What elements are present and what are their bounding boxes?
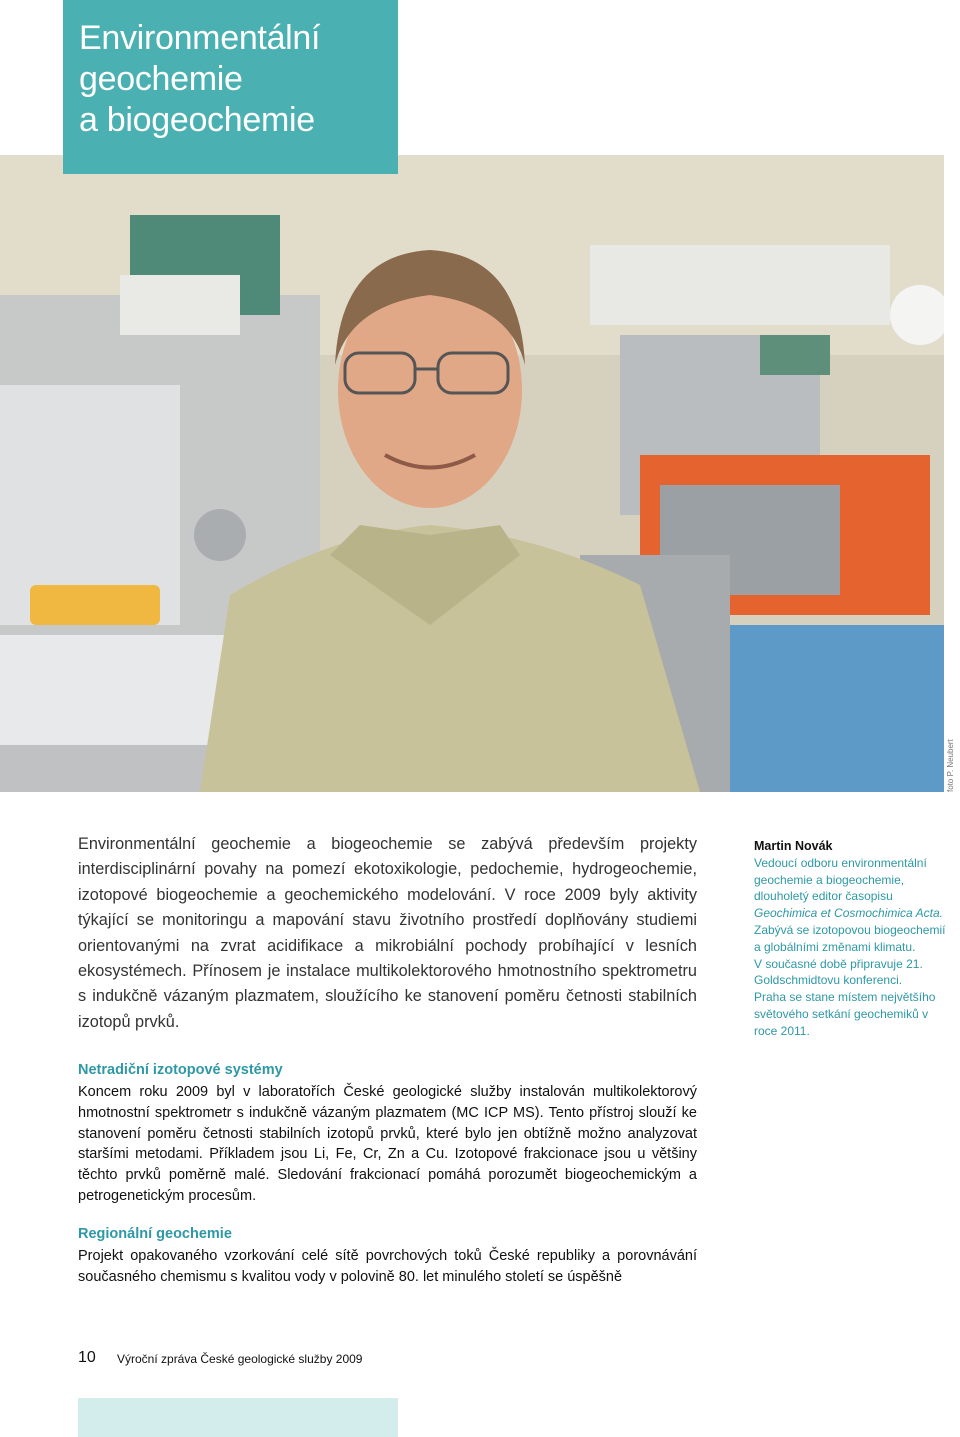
section-text-isotope: Koncem roku 2009 byl v laboratořích České geologické služby instalován multikolektorový hmotnostní spektrometr s indukčně vázaným plazmatem (MC ICP MS). Tento přístroj slouží ke stanovení poměru četnosti stabilních izotopů prvků, které bylo jen obtížně možno analyzovat staršími metodami. Příkladem jsou Li, Fe, Cr, Zn a Cu. Izotopové frakcionace jsou u většiny těchto prvků poměrně malé. Sledování frakcionací pomáhá porozumět biogeochemickým a petrogenetickým procesům. bbox=[78, 1084, 697, 1204]
publication-title: Výroční zpráva České geologické služby 2009 bbox=[117, 1352, 363, 1366]
title-line-3: a biogeochemie bbox=[79, 101, 315, 139]
title-box bbox=[63, 0, 398, 174]
photo-credit: foto P. Neubert bbox=[946, 739, 955, 792]
author-role: Vedoucí odboru environmentální geochemie a biogeochemie, dlouholetý editor časopisu bbox=[754, 855, 927, 904]
author-sidebar bbox=[754, 838, 954, 1040]
lab-photo-illustration bbox=[0, 155, 944, 792]
section-heading-isotope: Netradiční izotopové systémy bbox=[78, 1062, 283, 1078]
section-text-regional: Projekt opakovaného vzorkování celé sítě povrchových toků České republiky a porovnávání současného chemismu s kvalitou vody v polovině 80. let minulého století se úspěšně bbox=[78, 1248, 697, 1285]
lab-photo bbox=[0, 155, 944, 792]
title-line-2: geochemie bbox=[79, 60, 243, 98]
page-number: 10 bbox=[78, 1349, 96, 1366]
footer-accent-bar bbox=[78, 1398, 398, 1437]
author-conference: V současné době připravuje 21. Goldschmidtovu konferenci. bbox=[754, 956, 923, 988]
author-name: Martin Novák bbox=[754, 839, 833, 853]
section-heading-regional: Regionální geochemie bbox=[78, 1226, 232, 1242]
title-line-1: Environmentální bbox=[79, 19, 321, 57]
author-meeting: Praha se stane místem největšího světového setkání geochemiků v roce 2011. bbox=[754, 990, 936, 1038]
author-research: Zabývá se izotopovou biogeochemií a globálními změnami klimatu. bbox=[754, 922, 946, 954]
lead-paragraph: Environmentální geochemie a biogeochemie se zabývá především projekty interdisciplinární povahy na pomezí ekotoxikologie, pedochemie, hydrogeochemie, izotopové biogeochemie a geochemického modelování. V roce 2009 byly aktivity týkající se monitoringu a mapování stavu životního prostředí doplňovány studiemi orientovanými na zvrat acidifikace a mikrobiální pochody probíhající v lesních ekosystémech. Přínosem je instalace multikolektorového hmotnostního spektrometru s indukčně vázaným plazmatem, sloužícího ke stanovení poměru četnosti stabilních izotopů prvků. bbox=[78, 835, 697, 1031]
author-journal: Geochimica et Cosmochimica Acta. bbox=[754, 906, 943, 921]
